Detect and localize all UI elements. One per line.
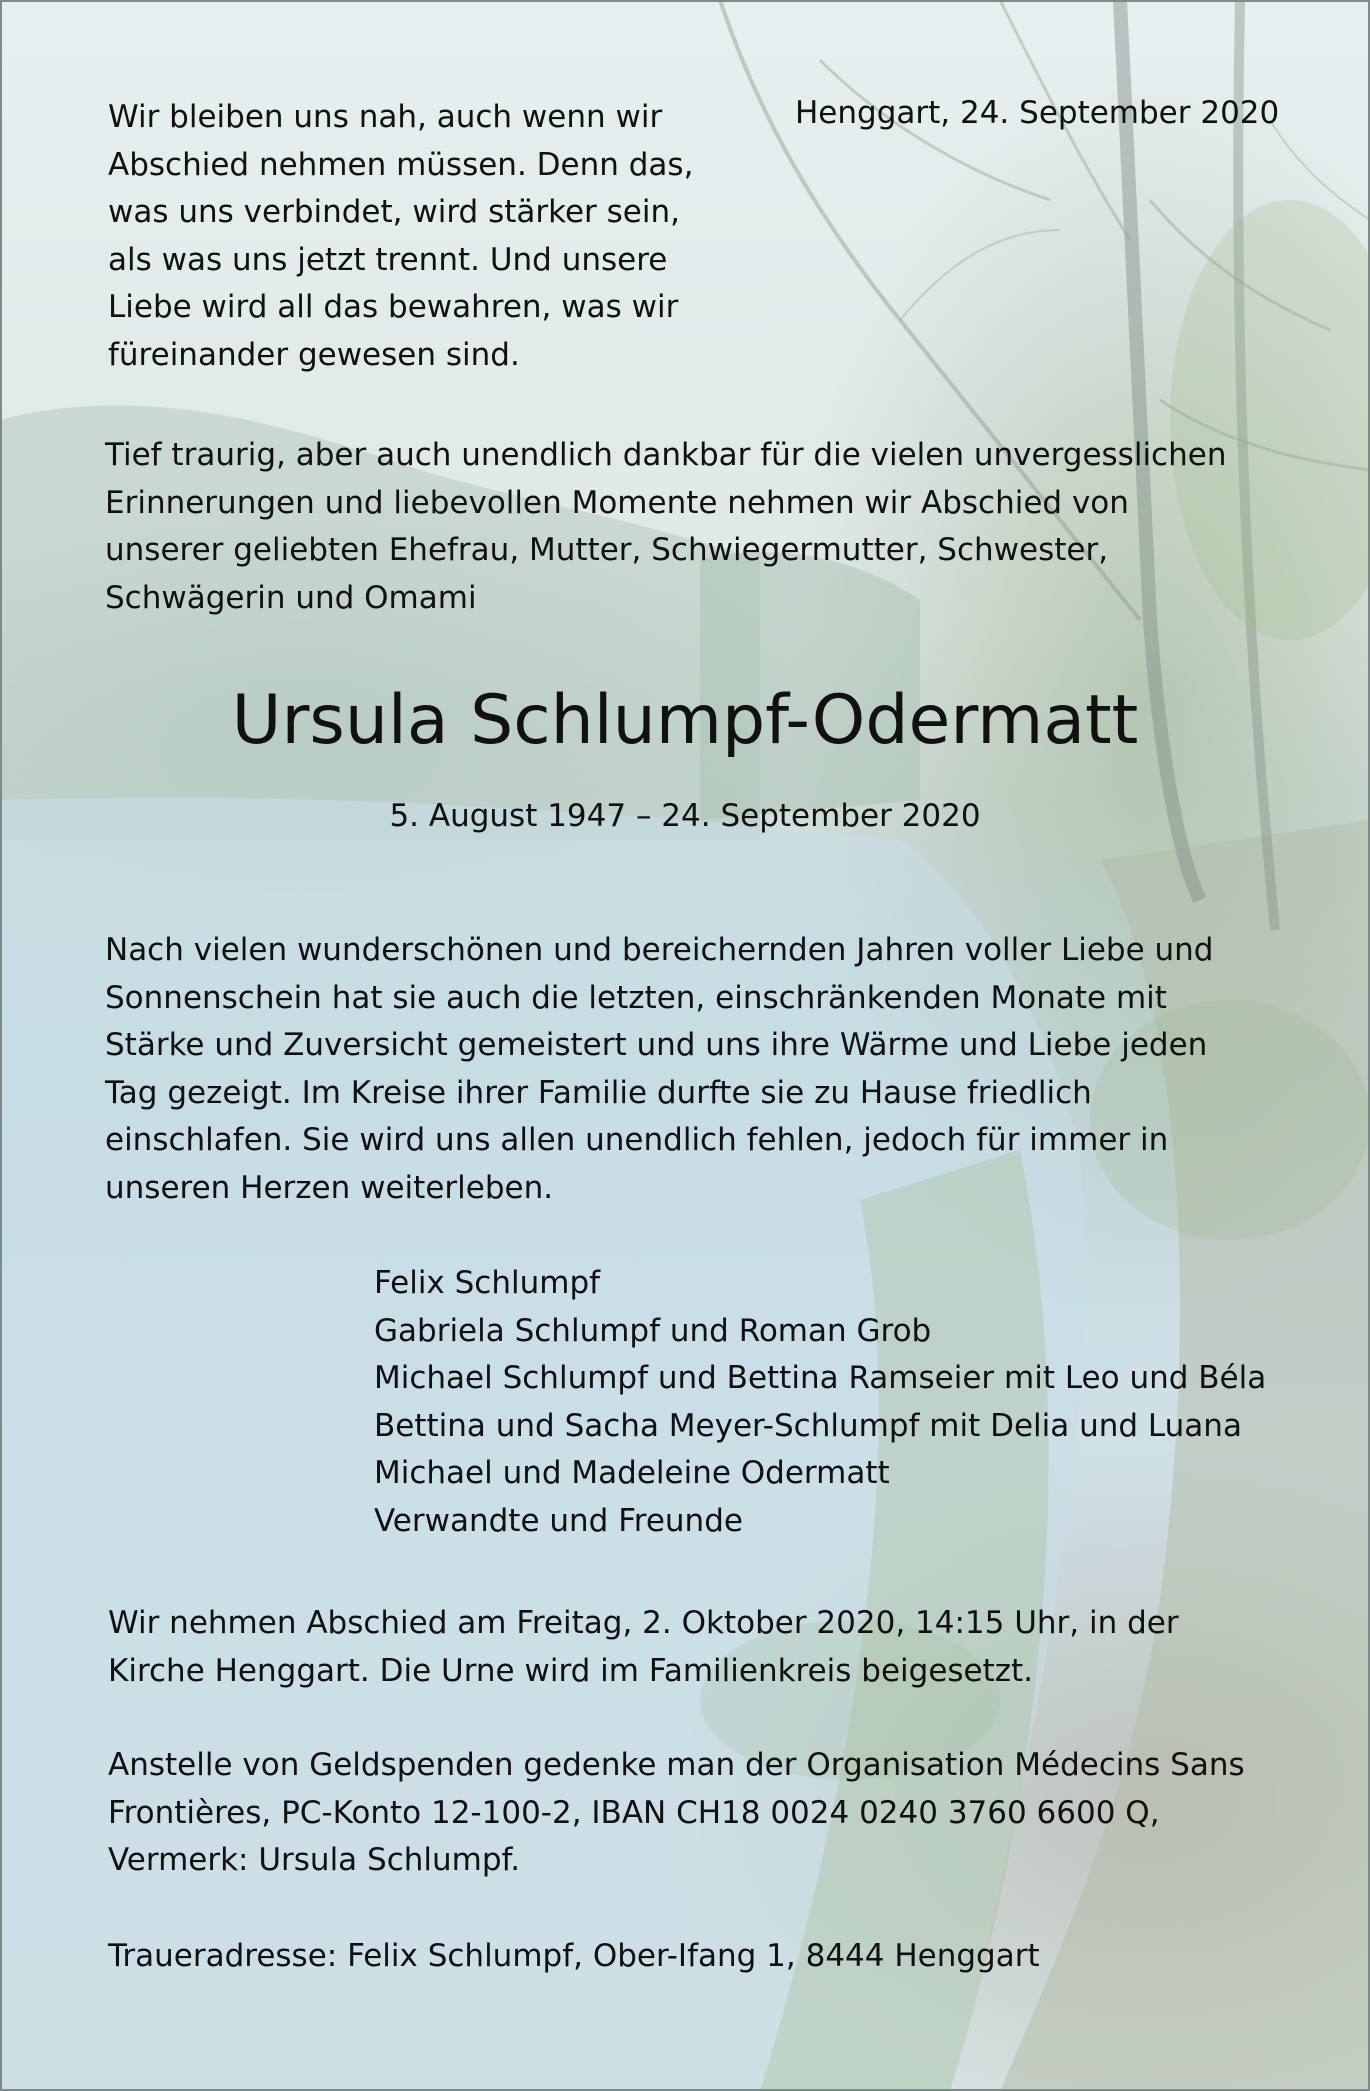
intro-line: Tief traurig, aber auch unendlich dankbar für die vielen unvergesslichen [105, 437, 1227, 473]
service-line: Kirche Henggart. Die Urne wird im Familienkreis beigesetzt. [108, 1652, 1034, 1689]
donation-line: Anstelle von Geldspenden gedenke man der Organisation Médecins Sans [108, 1747, 1245, 1783]
mourner-entry: Verwandte und Freunde [374, 1502, 743, 1539]
life-dates: 5. August 1947 – 24. September 2020 [389, 798, 981, 834]
donation-line: Frontières, PC-Konto 12-100-2, IBAN CH18 0024 0240 3760 6600 Q, [108, 1794, 1160, 1831]
body-line: Sonnenschein hat sie auch die letzten, einschränkenden Monate mit [105, 979, 1167, 1016]
service-line: Wir nehmen Abschied am Freitag, 2. Oktober 2020, 14:15 Uhr, in der [108, 1605, 1179, 1641]
intro-paragraph [105, 432, 1226, 622]
poem-line: füreinander gewesen sind. [108, 336, 520, 373]
mourner-entry: Bettina und Sacha Meyer-Schlumpf mit Delia und Luana [374, 1407, 1242, 1444]
body-line: Stärke und Zuversicht gemeistert und uns ihre Wärme und Liebe jeden [105, 1027, 1208, 1063]
mourner-entry: Michael und Madeleine Odermatt [374, 1455, 890, 1491]
mourner-entry: Felix Schlumpf [374, 1265, 601, 1301]
donation-info [108, 1742, 1245, 1885]
body-line: unseren Herzen weiterleben. [105, 1169, 554, 1206]
intro-line: unserer geliebten Ehefrau, Mutter, Schwiegermutter, Schwester, [105, 532, 1109, 568]
deceased-name: Ursula Schlumpf-Odermatt [231, 681, 1139, 760]
body-line: Tag gezeigt. Im Kreise ihrer Familie durfte sie zu Hause friedlich [105, 1074, 1092, 1111]
body-line: einschlafen. Sie wird uns allen unendlich fehlen, jedoch für immer in [105, 1122, 1169, 1158]
body-line: Nach vielen wunderschönen und bereichernden Jahren voller Liebe und [105, 932, 1214, 968]
donation-line: Vermerk: Ursula Schlumpf. [108, 1842, 521, 1878]
poem-line: was uns verbindet, wird stärker sein, [108, 194, 680, 230]
intro-line: Erinnerungen und liebevollen Momente nehmen wir Abschied von [105, 484, 1129, 521]
service-info [108, 1600, 1179, 1695]
intro-line: Schwägerin und Omami [105, 579, 477, 616]
mourner-entry: Michael Schlumpf und Bettina Ramseier mit Leo und Béla [374, 1360, 1267, 1396]
mourner-entry: Gabriela Schlumpf und Roman Grob [374, 1312, 932, 1349]
poem-line: Wir bleiben uns nah, auch wenn wir [108, 99, 663, 135]
poem-line: Abschied nehmen müssen. Denn das, [108, 146, 694, 183]
poem-line: als was uns jetzt trennt. Und unsere [108, 241, 668, 278]
mourners-list [374, 1260, 1266, 1545]
place-date: Henggart, 24. September 2020 [795, 95, 1280, 131]
opening-poem [108, 94, 693, 379]
body-paragraph [105, 927, 1213, 1212]
poem-line: Liebe wird all das bewahren, was wir [108, 289, 679, 325]
mourning-address: Traueradresse: Felix Schlumpf, Ober-Ifang 1, 8444 Henggart [108, 1938, 1040, 1974]
